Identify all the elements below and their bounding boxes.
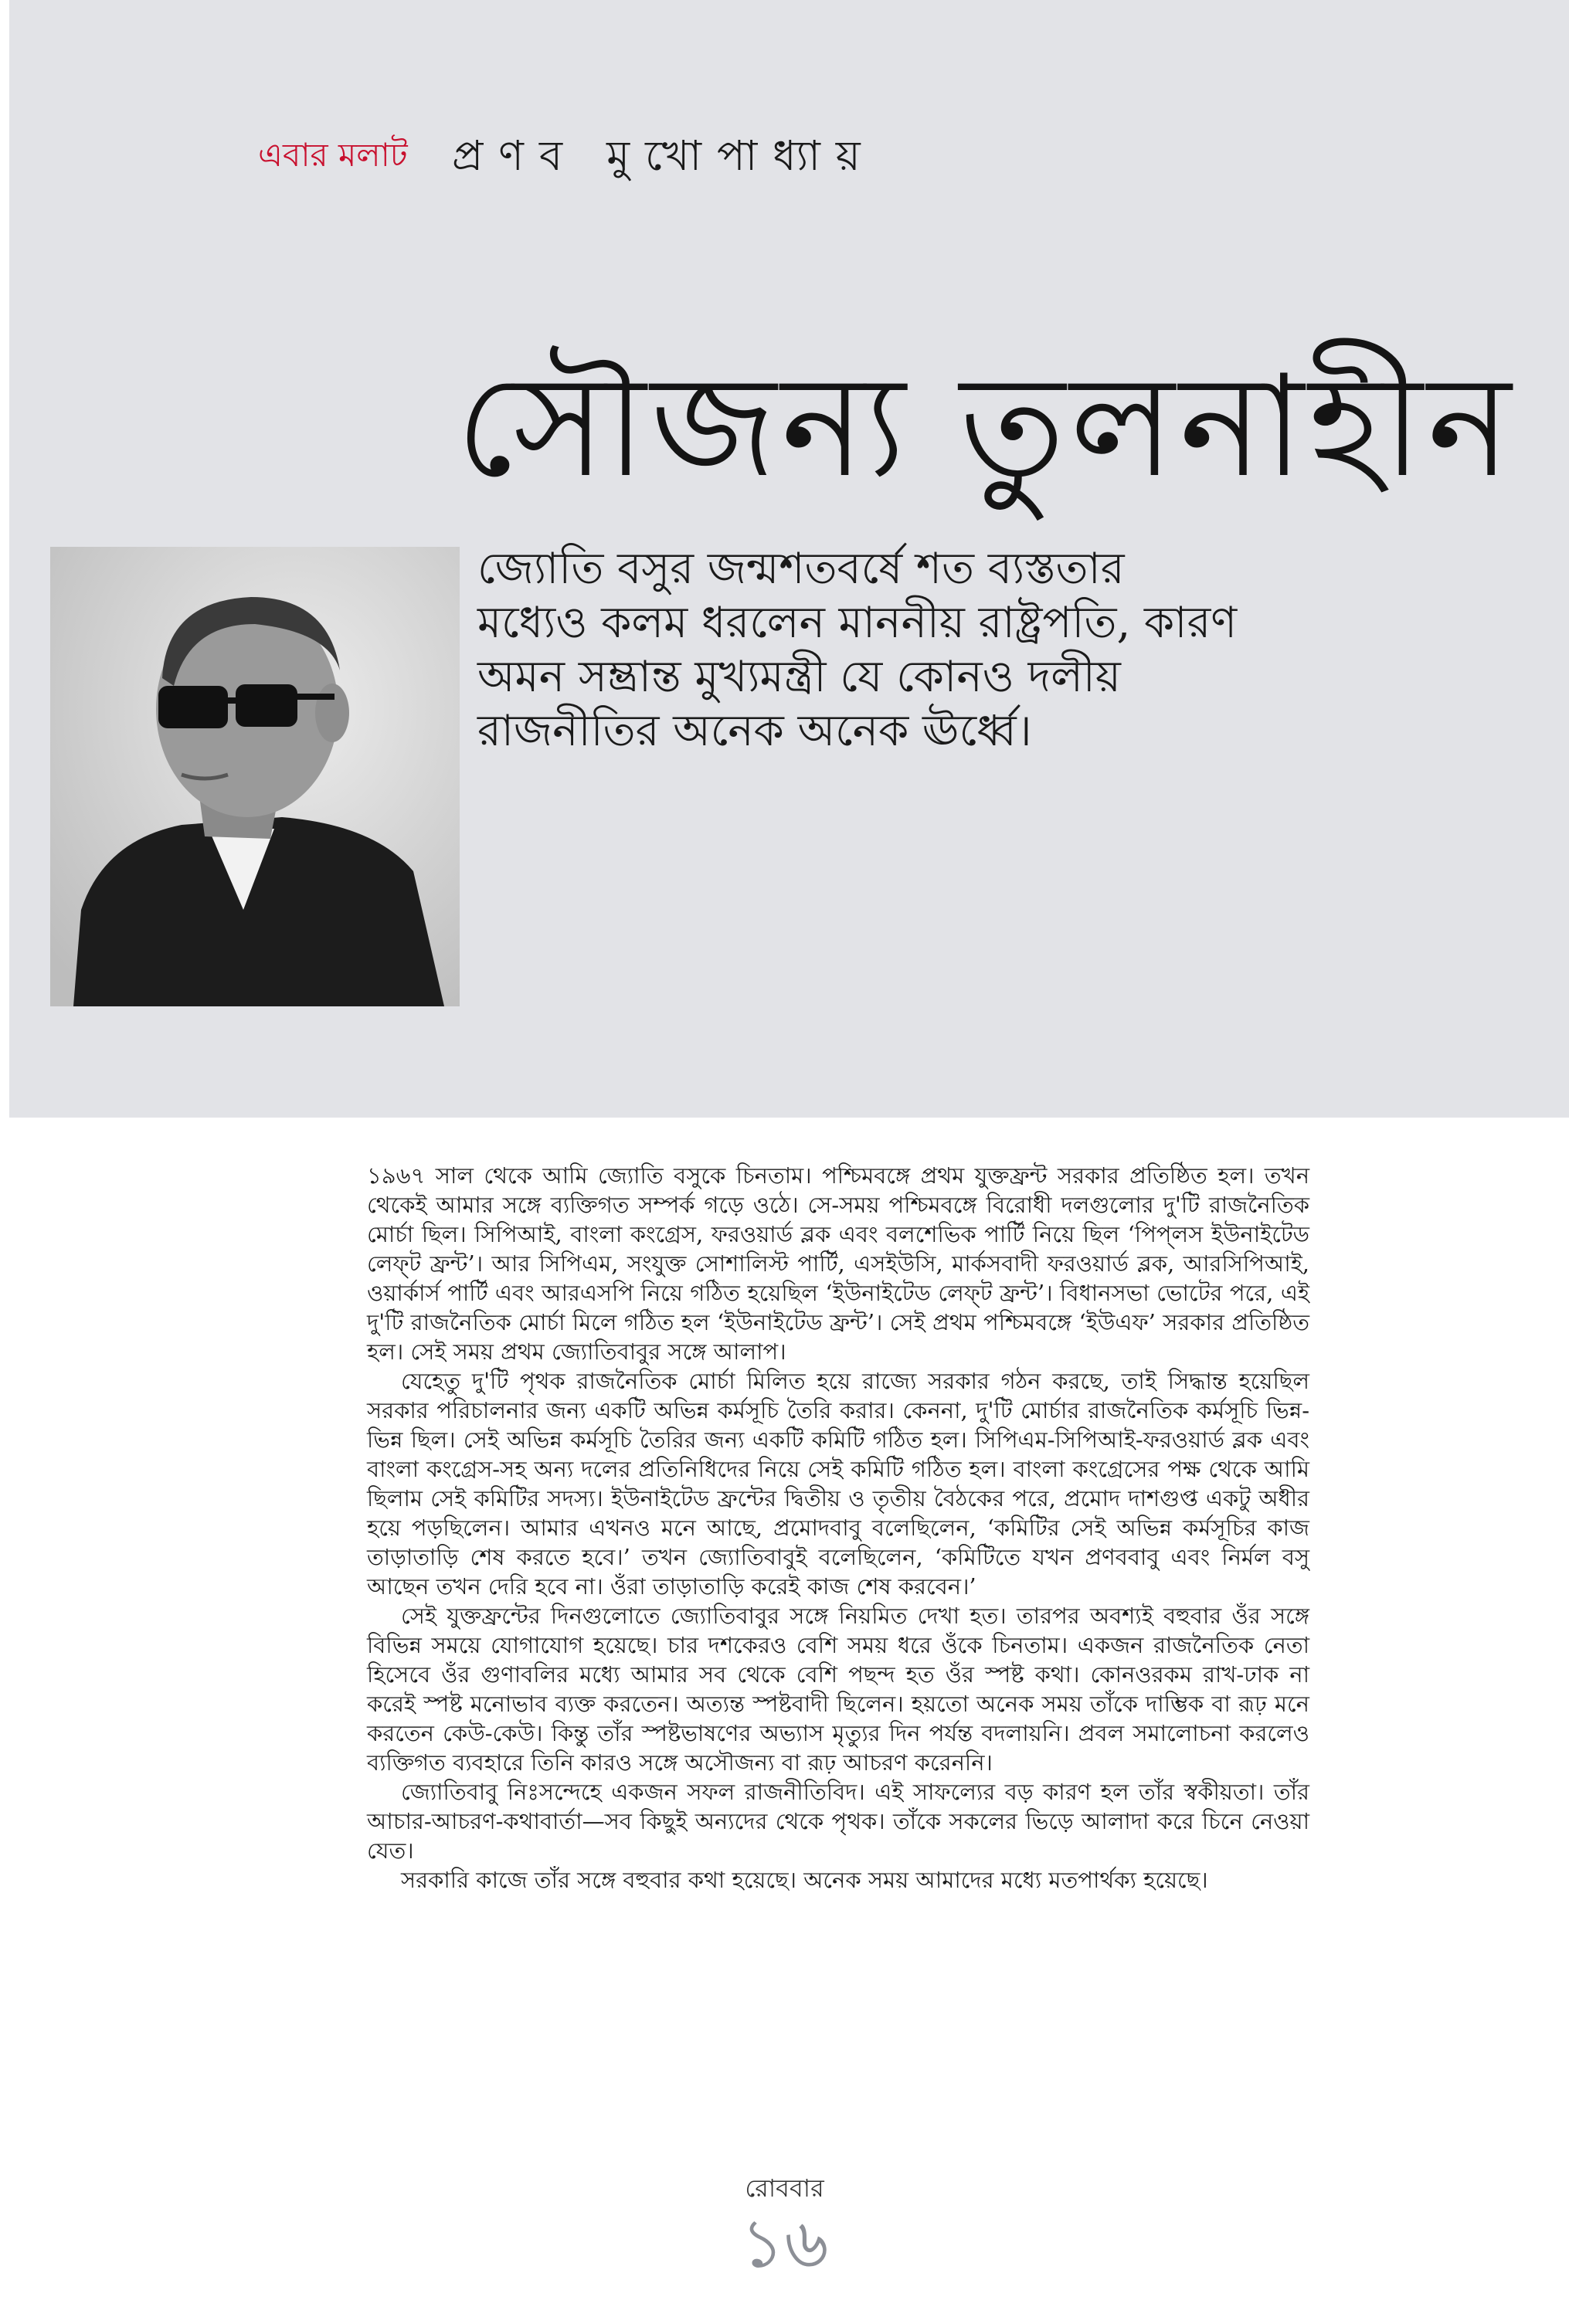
standfirst-line: রাজনীতির অনেক অনেক ঊর্ধ্বে।: [477, 706, 1032, 756]
article-paragraph: সেই যুক্তফ্রন্টের দিনগুলোতে জ্যোতিবাবুর সঙ্গে নিয়মিত দেখা হত। তারপর অবশ্যই বহুবার ওঁর সঙ্গে বিভিন্ন সময়ে যোগাযোগ হয়েছে। চার দশকেরও বেশি সময় ধরে ওঁকে চিনতাম। একজন রাজনৈতিক নেতা হিসেবে ওঁর গুণাবলির মধ্যে আমার সব থেকে বেশি পছন্দ হত ওঁর স্পষ্ট কথা। কোনওরকম রাখ-ঢাক না করেই স্পষ্ট মনোভাব ব্যক্ত করতেন। অত্যন্ত স্পষ্টবাদী ছিলেন। হয়তো অনেক সময় তাঁকে দাম্ভিক বা রূঢ় মনে করতেন কেউ-কেউ। কিন্তু তাঁর স্পষ্টভাষণের অভ্যাস মৃত্যুর দিন পর্যন্ত বদলায়নি। প্রবল সমালোচনা করলেও ব্যক্তিগত ব্যবহারে তিনি কারও সঙ্গে অসৌজন্য বা রূঢ় আচরণ করেননি।: [367, 1603, 1309, 1776]
magazine-name: রোববার: [745, 2173, 824, 2203]
page-number: ১৬: [740, 2204, 829, 2283]
article-paragraph: যেহেতু দু'টি পৃথক রাজনৈতিক মোর্চা মিলিত হয়ে রাজ্যে সরকার গঠন করছে, তাই সিদ্ধান্ত হয়েছিল সরকার পরিচালনার জন্য একটি অভিন্ন কর্মসূচি তৈরি করার। কেননা, দু'টি মোর্চার রাজনৈতিক কর্মসূচি ভিন্ন-ভিন্ন ছিল। সেই অভিন্ন কর্মসূচি তৈরির জন্য একটি কমিটি গঠিত হল। সিপিএম-সিপিআই-ফরওয়ার্ড ব্লক এবং বাংলা কংগ্রেস-সহ অন্য দলের প্রতিনিধিদের নিয়ে সেই কমিটি গঠিত হল। বাংলা কংগ্রেসের পক্ষ থেকে আমি ছিলাম সেই কমিটির সদস্য। ইউনাইটেড ফ্রন্টের দ্বিতীয় ও তৃতীয় বৈঠকের পরে, প্রমোদ দাশগুপ্ত একটু অধীর হয়ে পড়ছিলেন। আমার এখনও মনে আছে, প্রমোদবাবু বলেছিলেন, ‘কমিটির সেই অভিন্ন কর্মসূচির কাজ তাড়াতাড়ি শেষ করতে হবে।’ তখন জ্যোতিবাবুই বলেছিলেন, ‘কমিটিতে যখন প্রণববাবু এবং নির্মল বসু আছেন তখন দেরি হবে না। ওঁরা তাড়াতাড়ি করেই কাজ শেষ করবেন।’: [367, 1368, 1309, 1600]
standfirst-line: জ্যোতি বসুর জন্মশতবর্ষে শত ব্যস্ততার: [477, 544, 1125, 594]
standfirst-line: অমন সম্ভ্রান্ত মুখ্যমন্ত্রী যে কোনও দলীয়: [477, 652, 1121, 702]
article-paragraph: জ্যোতিবাবু নিঃসন্দেহে একজন সফল রাজনীতিবিদ। এই সাফল্যের বড় কারণ হল তাঁর স্বকীয়তা। তাঁর আচার-আচরণ-কথাবার্তা—সব কিছুই অন্যদের থেকে পৃথক। তাঁকে সকলের ভিড়ে আলাদা করে চিনে নেওয়া যেত।: [367, 1779, 1309, 1864]
standfirst: [477, 542, 1482, 758]
article-body: [367, 1161, 1309, 1895]
standfirst-line: মধ্যেও কলম ধরলেন মাননীয় রাষ্ট্রপতি, কারণ: [477, 598, 1238, 648]
article-headline: সৌজন্য তুলনাহীন: [456, 344, 1516, 508]
author-portrait-photo: [50, 547, 460, 1006]
author-byline: প্রণব মুখোপাধ্যায়: [452, 131, 876, 180]
article-paragraph: সরকারি কাজে তাঁর সঙ্গে বহুবার কথা হয়েছে। অনেক সময় আমাদের মধ্যে মতপার্থক্য হয়েছে।: [401, 1867, 1208, 1893]
article-paragraph: ১৯৬৭ সাল থেকে আমি জ্যোতি বসুকে চিনতাম। পশ্চিমবঙ্গে প্রথম যুক্তফ্রন্ট সরকার প্রতিষ্ঠিত হল। তখন থেকেই আমার সঙ্গে ব্যক্তিগত সম্পর্ক গড়ে ওঠে। সে-সময় পশ্চিমবঙ্গে বিরোধী দলগুলোর দু'টি রাজনৈতিক মোর্চা ছিল। সিপিআই, বাংলা কংগ্রেস, ফরওয়ার্ড ব্লক এবং বলশেভিক পার্টি নিয়ে ছিল ‘পিপ্‌লস ইউনাইটেড লেফ্‌ট ফ্রন্ট’। আর সিপিএম, সংযুক্ত সোশালিস্ট পার্টি, এসইউসি, মার্কসবাদী ফরওয়ার্ড ব্লক, আরসিপিআই, ওয়ার্কার্স পার্টি এবং আরএসপি নিয়ে গঠিত হয়েছিল ‘ইউনাইটেড লেফ্‌ট ফ্রন্ট’। বিধানসভা ভোটের পরে, এই দু'টি রাজনৈতিক মোর্চা মিলে গঠিত হল ‘ইউনাইটেড ফ্রন্ট’। সেই প্রথম পশ্চিমবঙ্গে ‘ইউএফ’ সরকার প্রতিষ্ঠিত হল। সেই সময় প্রথম জ্যোতিবাবুর সঙ্গে আলাপ।: [367, 1162, 1309, 1365]
section-kicker: এবার মলাট: [258, 136, 408, 174]
portrait-illustration: [50, 547, 460, 1006]
